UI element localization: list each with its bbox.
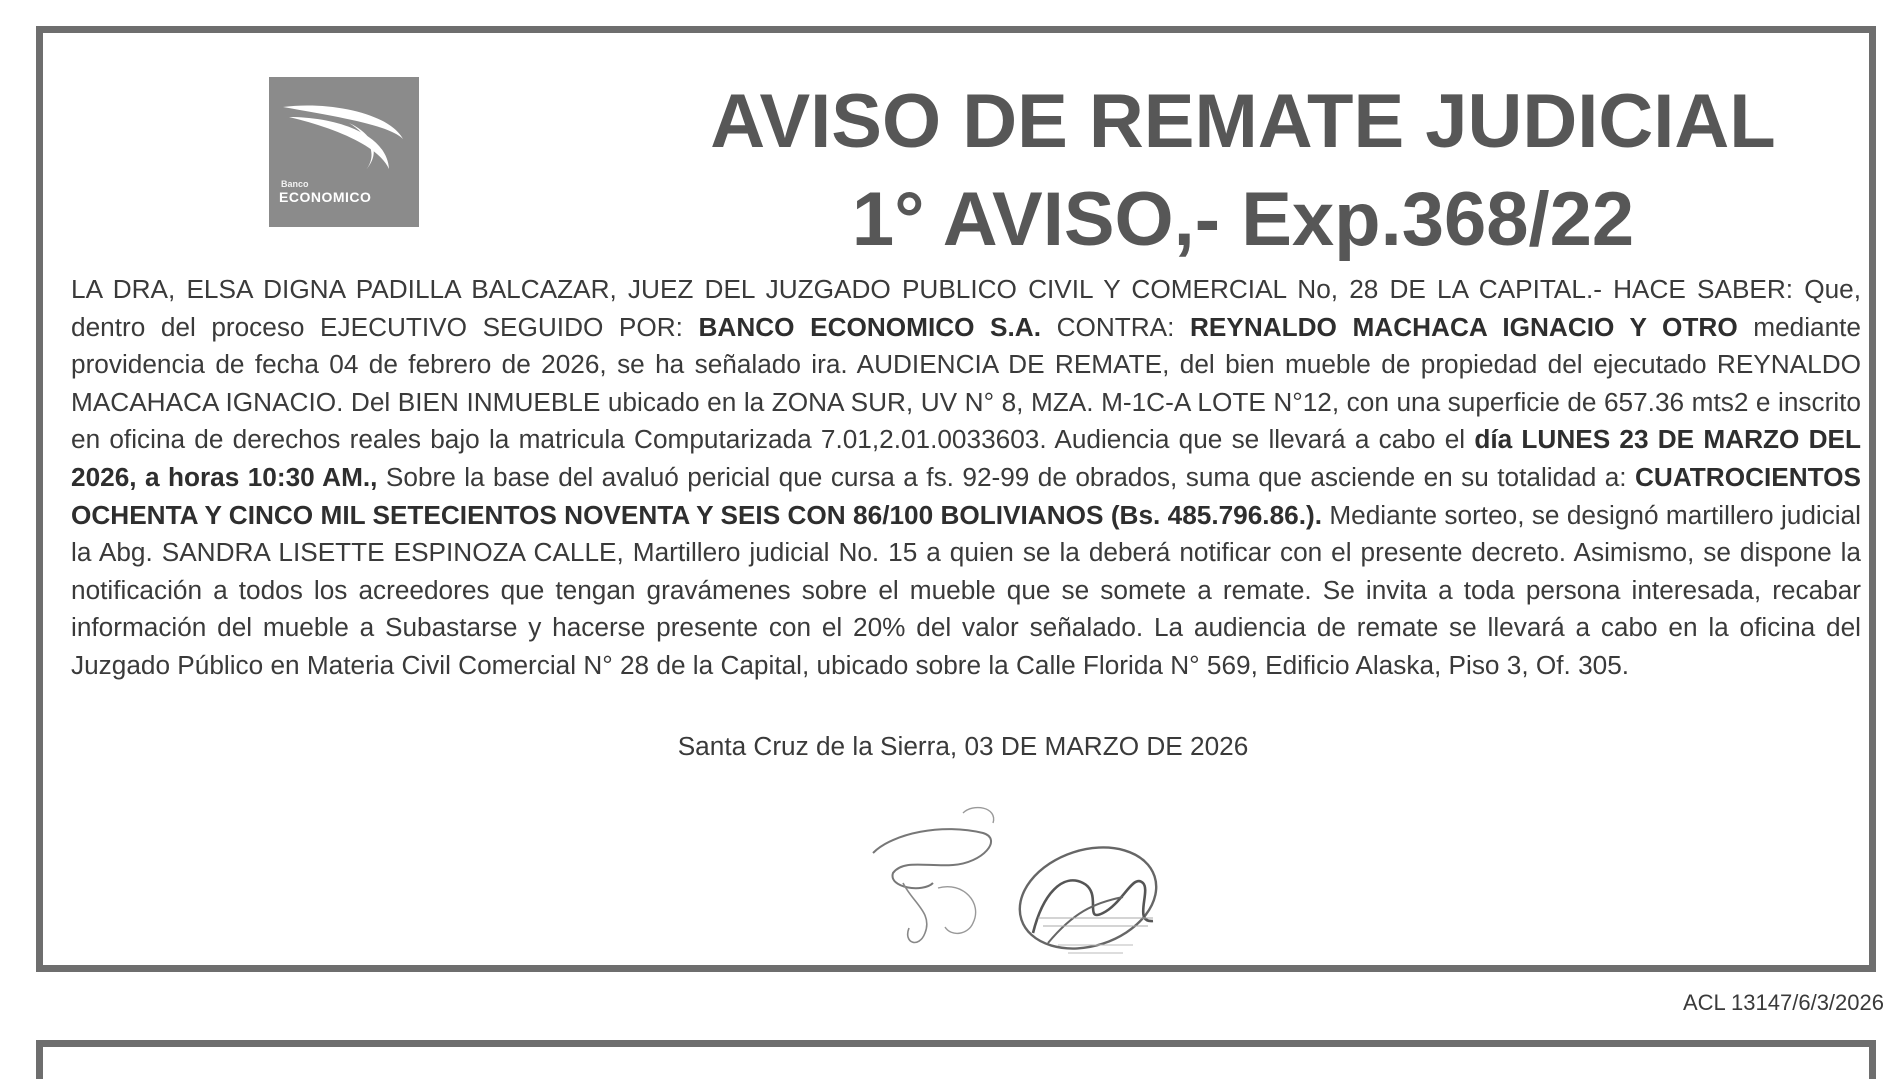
notice-title-line-2: 1° AVISO,- Exp.368/22 (851, 177, 1635, 262)
body-segment: Mediante sorteo, se designó martillero judicial la Abg. SANDRA LISETTE ESPINOZA CALLE, Martillero judicial No. 15 a quien se la deberá notificar con el presente decreto. Asimismo, se dispone la notificación a todos los acreedores que tengan gravámenes sobre el mueble que se somete a remate. Se invita a toda persona interesada, recabar información del mueble a Subastarse y hacerse presente con el 20% del valor señalado. La audiencia de remate se llevará a cabo en la oficina del Juzgado Público en Materia Civil Comercial N° 28 de la Capital, ubicado sobre la Calle Florida N° 569, Edificio Alaska, Piso 3, Of. 305. (71, 499, 1862, 680)
body-segment: CONTRA: (1041, 311, 1190, 342)
logo-bank-label: Banco (281, 179, 309, 189)
bank-logo (269, 77, 419, 227)
body-segment: mediante providencia de fecha 04 de febrero de 2026, se ha señalado ira. AUDIENCIA DE REMATE, del bien mueble de propiedad del ejecutado REYNALDO MACAHACA IGNACIO. Del BIEN INMUEBLE ubicado en la ZONA SUR, UV N° 8, MZA. M-1C-A LOTE N°12, con una superficie de 657.36 mts2 e inscrito en oficina de derechos reales bajo la matricula Computarizada 7.01,2.01.0033603. Audiencia que se llevará a cabo el (71, 311, 1861, 455)
notice-title-line-1: AVISO DE REMATE JUDICIAL (710, 79, 1776, 164)
body-segment-bold: CUATROCIENTOS OCHENTA Y CINCO MIL SETECIENTOS NOVENTA Y SEIS CON 86/100 BOLIVIANOS (Bs. 485.796.86.). (71, 461, 1861, 530)
notice-body (71, 271, 1861, 685)
body-segment-bold: REYNALDO MACHACA IGNACIO Y OTRO (1189, 311, 1738, 342)
date-line: Santa Cruz de la Sierra, 03 DE MARZO DE 2026 (677, 731, 1249, 761)
body-segment: LA DRA, ELSA DIGNA PADILLA BALCAZAR, JUEZ DEL JUZGADO PUBLICO CIVIL Y COMERCIAL No, 28 DE LA CAPITAL.- HACE SABER: Que, dentro del proceso EJECUTIVO SEGUIDO POR: (71, 274, 1861, 342)
notice-title (603, 73, 1883, 269)
body-segment: Sobre la base del avaluó pericial que cursa a fs. 92-99 de obrados, suma que asciende en su totalidad a: (377, 461, 1635, 492)
signature-icon (833, 793, 1213, 973)
body-segment-bold: día LUNES 23 DE MARZO DEL 2026, a horas 10:30 AM., (71, 424, 1862, 492)
next-notice-border (36, 1040, 1876, 1079)
publication-reference: ACL 13147/6/3/2026 (1682, 990, 1884, 1015)
logo-bank-name: ECONOMICO (279, 189, 372, 205)
body-segment-bold: BANCO ECONOMICO S.A. (698, 311, 1041, 342)
auction-notice (36, 26, 1876, 972)
